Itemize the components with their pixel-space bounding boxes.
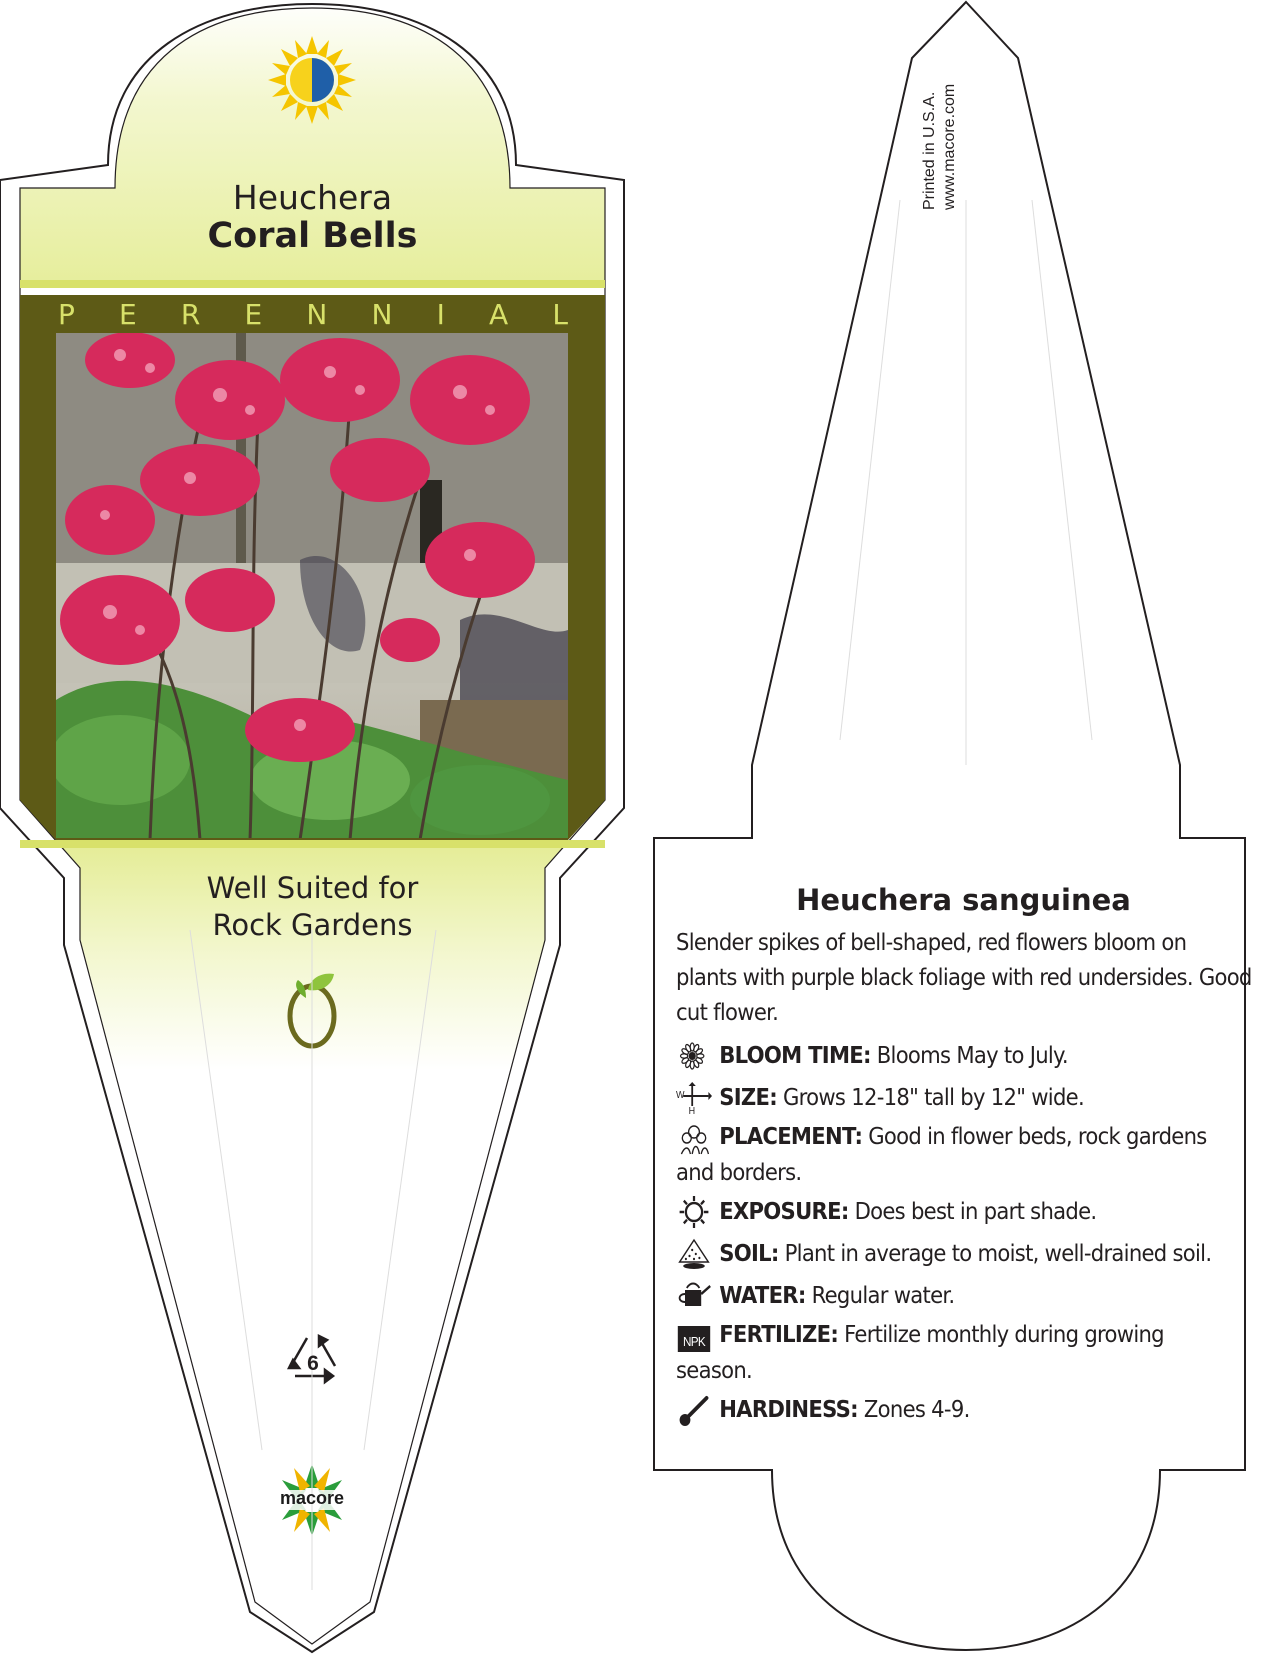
- thermometer-icon: [676, 1394, 712, 1426]
- watering-can-icon: [676, 1280, 712, 1312]
- attribute-row: [676, 1118, 1277, 1190]
- printer-credit: [920, 50, 970, 210]
- attribute-label: EXPOSURE:: [719, 1197, 849, 1225]
- printed-in: Printed in U.S.A.: [921, 91, 938, 210]
- printer-url: www.macore.com: [941, 83, 958, 210]
- attribute-value-continued: and borders.: [676, 1158, 802, 1186]
- attribute-row: [676, 1274, 1277, 1316]
- attribute-label: PLACEMENT:: [719, 1122, 863, 1150]
- svg-text:H: H: [688, 1105, 695, 1114]
- attribute-label: SOIL:: [719, 1239, 779, 1267]
- attribute-row: [676, 1076, 1277, 1118]
- sun-icon: [676, 1196, 712, 1228]
- attribute-label: FERTILIZE:: [719, 1320, 839, 1348]
- care-info: [676, 883, 1256, 1430]
- recycle-number: 6: [307, 1352, 319, 1375]
- placement-icon: [676, 1124, 712, 1156]
- attribute-label: BLOOM TIME:: [719, 1041, 871, 1069]
- category-letter: L: [552, 298, 568, 331]
- category-letter: R: [180, 298, 201, 331]
- svg-text:NPK: NPK: [683, 1334, 705, 1350]
- attribute-row: [676, 1232, 1277, 1274]
- attribute-row: [676, 1316, 1277, 1388]
- attribute-value: Plant in average to moist, well-drained soil.: [778, 1239, 1212, 1267]
- svg-text:W: W: [676, 1089, 684, 1102]
- attribute-label: SIZE:: [719, 1083, 777, 1111]
- attribute-value: Fertilize monthly during growing: [838, 1320, 1164, 1348]
- npk-icon: [676, 1322, 712, 1354]
- attribute-value: Blooms May to July.: [870, 1041, 1068, 1069]
- category-letter: E: [244, 298, 263, 331]
- attribute-value: Zones 4-9.: [857, 1395, 970, 1423]
- attribute-list: [676, 1034, 1256, 1430]
- brand-name: macore: [279, 1488, 345, 1508]
- attribute-value: Regular water.: [805, 1281, 955, 1309]
- category-letter: A: [489, 298, 509, 331]
- common-name: Coral Bells: [207, 216, 418, 256]
- category-letter: P: [58, 298, 75, 331]
- flower-icon: [676, 1040, 712, 1072]
- size-arrows-icon: [676, 1082, 712, 1114]
- species-name: Heuchera sanguinea: [796, 883, 1131, 917]
- genus-name: Heuchera: [232, 178, 393, 217]
- attribute-value: Good in flower beds, rock gardens: [862, 1122, 1207, 1150]
- attribute-value-continued: season.: [676, 1356, 753, 1384]
- attribute-label: HARDINESS:: [719, 1395, 858, 1423]
- plant-description: Slender spikes of bell-shaped, red flowers bloom on plants with purple black foliage with red undersides. Good cut flower.: [676, 928, 1252, 1026]
- attribute-row: [676, 1034, 1277, 1076]
- category-letter: N: [306, 298, 328, 331]
- attribute-label: WATER:: [719, 1281, 806, 1309]
- attribute-value: Does best in part shade.: [848, 1197, 1097, 1225]
- attribute-value: Grows 12-18" tall by 12" wide.: [776, 1083, 1084, 1111]
- attribute-row: [676, 1388, 1277, 1430]
- category-letter: E: [119, 298, 137, 331]
- category-letter: N: [371, 298, 393, 331]
- tagline-line-1: Well Suited for: [206, 871, 419, 905]
- attribute-row: [676, 1190, 1277, 1232]
- soil-icon: [676, 1238, 712, 1270]
- tagline-line-2: Rock Gardens: [212, 908, 413, 942]
- tagline: [20, 870, 605, 944]
- part-sun-icon: [268, 36, 356, 124]
- category-label: [58, 298, 568, 331]
- category-letter: I: [436, 298, 445, 331]
- plant-photo: [50, 332, 568, 840]
